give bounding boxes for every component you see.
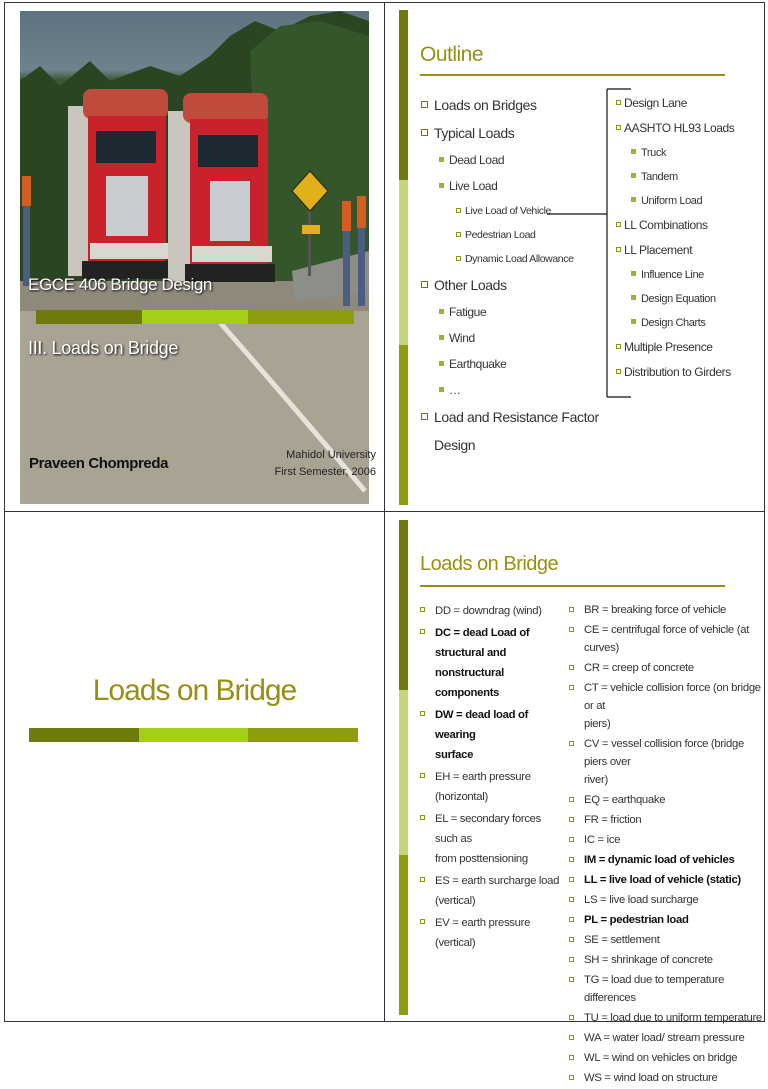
load-item-line: ES = earth surcharge load: [435, 875, 560, 887]
chapter-title: III. Loads on Bridge: [28, 338, 179, 358]
load-item-line: SE = settlement: [584, 934, 660, 946]
load-item: [420, 601, 560, 621]
load-item-line: EV = earth pressure (vertical): [435, 917, 531, 949]
load-item-line: DW = dead load of wearing: [435, 709, 529, 741]
load-item: [569, 1029, 764, 1047]
bullet-icon: [569, 1075, 574, 1080]
load-item-line: LS = live load surcharge: [584, 894, 699, 906]
load-item-line: (vertical): [435, 895, 476, 907]
institution-name: Mahidol University: [286, 449, 376, 461]
outline-item-label: Wind: [449, 331, 475, 345]
bullet-icon: [616, 344, 621, 349]
section-title: Loads on Bridge: [92, 674, 297, 707]
outline-item-label: Uniform Load: [641, 195, 703, 207]
outline-item-label: Earthquake: [449, 357, 507, 371]
slide-title: Outline: [420, 43, 484, 66]
bullet-icon: [569, 877, 574, 882]
outline-item-label: Design Charts: [641, 317, 706, 329]
bullet-icon: [420, 877, 425, 882]
load-item: [569, 791, 764, 809]
outline-item-label: Other Loads: [434, 277, 507, 293]
bullet-icon: [616, 222, 621, 227]
load-item-line: IC = ice: [584, 834, 621, 846]
outline-item-label: Dynamic Load Allowance: [465, 253, 574, 265]
side-accent-bar: [399, 10, 408, 505]
load-item: [420, 623, 560, 703]
bullet-icon: [420, 607, 425, 612]
outline-item-label: Load and Resistance Factor: [434, 409, 599, 425]
bullet-icon: [439, 335, 444, 340]
title-tricolor-bar: [36, 310, 354, 324]
bullet-icon: [569, 917, 574, 922]
load-item-line: (horizontal): [435, 791, 488, 803]
bullet-icon: [456, 232, 461, 237]
outline-item-label: Tandem: [641, 171, 678, 183]
institution-info: [275, 447, 377, 481]
bullet-icon: [569, 977, 574, 982]
load-item: [420, 913, 560, 953]
bullet-icon: [569, 627, 574, 632]
slide-title: Loads on Bridge: [420, 553, 559, 575]
side-accent-bar: [399, 520, 408, 1015]
load-item-line: TG = load due to temperature differences: [584, 974, 725, 1004]
outline-item: [615, 189, 734, 213]
load-item-line: CV = vessel collision force (bridge piers over: [584, 738, 744, 768]
load-item-line: SH = shrinkage of concrete: [584, 954, 713, 966]
outline-item: [615, 335, 734, 360]
outline-item-label: LL Placement: [624, 243, 693, 257]
bullet-icon: [569, 897, 574, 902]
bullet-icon: [616, 100, 621, 105]
load-abbrev-left-column: [420, 601, 560, 955]
bullet-icon: [569, 797, 574, 802]
bullet-icon: [421, 129, 428, 136]
outline-item: [615, 116, 734, 141]
load-item: [569, 659, 764, 677]
bullet-icon: [631, 197, 636, 202]
load-item-line: TU = load due to uniform temperature: [584, 1012, 762, 1024]
load-item: [569, 931, 764, 949]
bullet-icon: [569, 1035, 574, 1040]
bullet-icon: [631, 173, 636, 178]
load-item-line: WS = wind load on structure: [584, 1072, 718, 1084]
bullet-icon: [569, 1055, 574, 1060]
load-item-line: structural and: [435, 647, 507, 659]
load-item-line: LL = live load of vehicle (static): [584, 874, 741, 886]
outline-item-label: Influence Line: [641, 269, 704, 281]
load-item-line: IM = dynamic load of vehicles: [584, 854, 735, 866]
outline-item: [615, 287, 734, 311]
load-item-line: BR = breaking force of vehicle: [584, 604, 727, 616]
load-item: [569, 891, 764, 909]
slide-2-outline: [384, 2, 765, 512]
outline-item-label: Loads on Bridges: [434, 97, 537, 113]
outline-item: [615, 141, 734, 165]
truck-photo-illustration: [20, 11, 369, 504]
outline-item-label: Design: [434, 437, 476, 453]
load-item: [420, 767, 560, 807]
course-title: EGCE 406 Bridge Design: [28, 275, 212, 294]
load-item: [569, 735, 764, 789]
load-item-line: river): [584, 774, 608, 786]
outline-item-label: Design Equation: [641, 293, 716, 305]
bullet-icon: [569, 937, 574, 942]
slide-1-title: [4, 2, 385, 512]
bullet-icon: [616, 247, 621, 252]
load-item-line: CT = vehicle collision force (on bridge or at: [584, 682, 761, 712]
load-item: [420, 705, 560, 765]
outline-item: [615, 238, 734, 263]
semester-label: First Semester, 2006: [274, 466, 376, 478]
bullet-icon: [569, 665, 574, 670]
outline-item: [615, 165, 734, 189]
bullet-icon: [631, 319, 636, 324]
bullet-icon: [420, 815, 425, 820]
bullet-icon: [569, 607, 574, 612]
outline-item-label: Truck: [641, 147, 667, 159]
load-item-line: EH = earth pressure: [435, 771, 531, 783]
bullet-icon: [569, 1015, 574, 1020]
load-item: [569, 601, 764, 619]
bullet-icon: [421, 101, 428, 108]
bullet-icon: [569, 685, 574, 690]
load-item: [569, 1009, 764, 1027]
outline-item-label: Fatigue: [449, 305, 487, 319]
load-item-line: EL = secondary forces such as: [435, 813, 541, 845]
load-item: [569, 679, 764, 733]
bullet-icon: [421, 413, 428, 420]
load-item: [569, 1069, 764, 1087]
bullet-icon: [569, 857, 574, 862]
bullet-icon: [569, 837, 574, 842]
outline-item: [615, 311, 734, 335]
load-item-line: EQ = earthquake: [584, 794, 666, 806]
title-photo-trucks: [20, 11, 369, 504]
bullet-icon: [616, 125, 621, 130]
load-item: [569, 971, 764, 1007]
load-item-line: CR = creep of concrete: [584, 662, 694, 674]
bullet-icon: [420, 711, 425, 716]
bullet-icon: [631, 149, 636, 154]
outline-item-label: Multiple Presence: [624, 340, 713, 354]
bullet-icon: [439, 361, 444, 366]
outline-item-label: Distribution to Girders: [624, 365, 731, 379]
load-item-line: nonstructural components: [435, 667, 504, 699]
load-item-line: CE = centrifugal force of vehicle (at curves): [584, 624, 750, 654]
slide-3-section: [4, 511, 385, 1022]
outline-item-label: LL Combinations: [624, 218, 708, 232]
load-item: [420, 809, 560, 869]
load-item-line: WA = water load/ stream pressure: [584, 1032, 745, 1044]
outline-item: [615, 213, 734, 238]
load-item: [569, 911, 764, 929]
slide-4-load-types: [384, 511, 765, 1084]
bullet-icon: [439, 387, 444, 392]
load-item-line: from posttensioning: [435, 853, 528, 865]
outline-item-label: Live Load of Vehicle: [465, 205, 551, 217]
outline-item-label: Design Lane: [624, 96, 687, 110]
bullet-icon: [420, 773, 425, 778]
outline-item-label: …: [449, 383, 461, 397]
outline-item-label: Live Load: [449, 179, 498, 193]
bullet-icon: [420, 629, 425, 634]
bullet-icon: [439, 309, 444, 314]
bullet-icon: [456, 256, 461, 261]
outline-item: [615, 360, 734, 385]
outline-item-label: Dead Load: [449, 153, 505, 167]
bullet-icon: [420, 919, 425, 924]
bullet-icon: [569, 817, 574, 822]
title-underline: [420, 585, 725, 587]
bullet-icon: [631, 271, 636, 276]
bullet-icon: [456, 208, 461, 213]
load-abbrev-right-column: [569, 601, 764, 1089]
outline-item-label: Typical Loads: [434, 125, 515, 141]
load-item-line: FR = friction: [584, 814, 642, 826]
load-item: [569, 951, 764, 969]
load-item: [569, 871, 764, 889]
load-item-line: DD = downdrag (wind): [435, 605, 542, 617]
load-item: [569, 831, 764, 849]
bullet-icon: [631, 295, 636, 300]
section-tricolor-bar: [29, 728, 358, 742]
load-item-line: surface: [435, 749, 474, 761]
load-item: [420, 871, 560, 911]
bullet-icon: [616, 369, 621, 374]
outline-item-label: Pedestrian Load: [465, 229, 536, 241]
outline-item: [615, 91, 734, 116]
load-item: [569, 1049, 764, 1067]
load-item-line: PL = pedestrian load: [584, 914, 689, 926]
outline-item-label: AASHTO HL93 Loads: [624, 121, 735, 135]
load-item-line: DC = dead Load of: [435, 627, 530, 639]
outline-right-list: [615, 91, 734, 385]
outline-item: [421, 403, 599, 431]
load-item: [569, 811, 764, 829]
bullet-icon: [569, 957, 574, 962]
title-underline: [420, 74, 725, 76]
load-item-line: piers): [584, 718, 611, 730]
bullet-icon: [569, 741, 574, 746]
outline-item: [615, 263, 734, 287]
bullet-icon: [439, 157, 444, 162]
bullet-icon: [439, 183, 444, 188]
author-name: Praveen Chompreda: [29, 455, 169, 472]
bullet-icon: [421, 281, 428, 288]
load-item: [569, 621, 764, 657]
outline-item: [421, 431, 599, 459]
load-item-line: WL = wind on vehicles on bridge: [584, 1052, 738, 1064]
load-item: [569, 851, 764, 869]
